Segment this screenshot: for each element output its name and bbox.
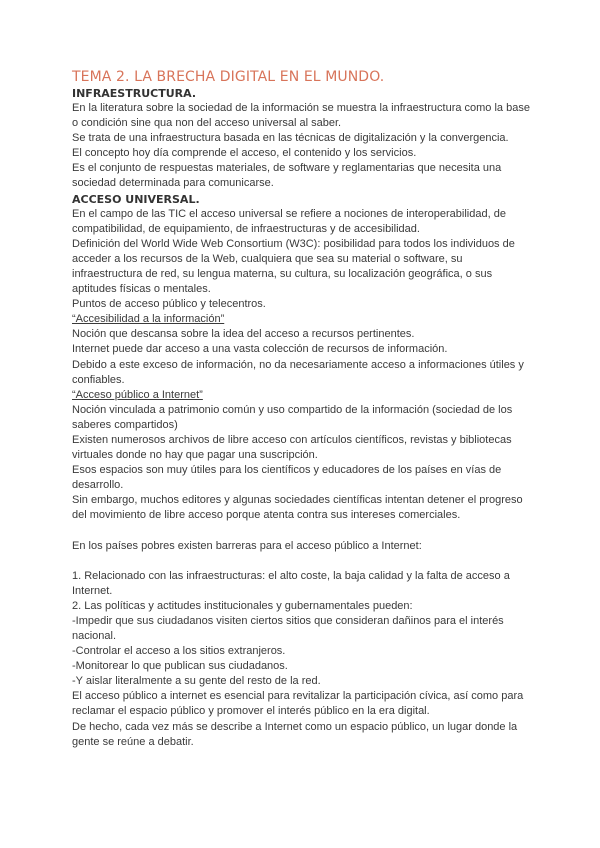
paragraph: -Controlar el acceso a los sitios extranjeros. bbox=[72, 645, 286, 658]
paragraph: Esos espacios son muy útiles para los científicos y educadores de los países en vías de desarrollo. bbox=[72, 464, 502, 492]
paragraph: -Monitorear lo que publican sus ciudadanos. bbox=[72, 660, 288, 673]
paragraph: De hecho, cada vez más se describe a Internet como un espacio público, un lugar donde la gente se reúne a debatir. bbox=[72, 720, 518, 748]
paragraph: 1. Relacionado con las infraestructuras: el alto coste, la baja calidad y la falta de acceso a Internet. bbox=[72, 569, 510, 597]
paragraph: Debido a este exceso de información, no da necesariamente acceso a informaciones útiles y confiables. bbox=[72, 358, 524, 386]
paragraph: El acceso público a internet es esencial para revitalizar la participación cívica, así como para reclamar el espacio público y promover el interés público en la era digital. bbox=[72, 690, 524, 718]
blank-line bbox=[72, 554, 532, 569]
paragraph: Sin embargo, muchos editores y algunas sociedades científicas intentan detener el progreso del movimiento de libre acceso porque atenta contra sus intereses comerciales. bbox=[72, 494, 523, 522]
paragraph: -Y aislar literalmente a su gente del resto de la red. bbox=[72, 675, 321, 688]
paragraph: Noción que descansa sobre la idea del acceso a recursos pertinentes. bbox=[72, 328, 415, 341]
subsection-title: “Accesibilidad a la información” bbox=[72, 313, 225, 326]
paragraph: Se trata de una infraestructura basada en las técnicas de digitalización y la convergencia. bbox=[72, 132, 509, 145]
paragraph: -Impedir que sus ciudadanos visiten ciertos sitios que consideran dañinos para el interés nacional. bbox=[72, 614, 504, 642]
paragraph: El concepto hoy día comprende el acceso, el contenido y los servicios. bbox=[72, 147, 417, 160]
document-page bbox=[72, 68, 532, 750]
paragraph: Puntos de acceso público y telecentros. bbox=[72, 298, 266, 311]
subsection-title: “Acceso público a Internet” bbox=[72, 388, 203, 401]
section-heading: INFRAESTRUCTURA. bbox=[72, 87, 197, 100]
blank-line bbox=[72, 524, 532, 539]
paragraph: En la literatura sobre la sociedad de la información se muestra la infraestructura como la base o condición sine qua non del acceso universal al saber. bbox=[72, 102, 530, 130]
paragraph: Noción vinculada a patrimonio común y uso compartido de la información (sociedad de los saberes compartidos) bbox=[72, 403, 513, 431]
document-body bbox=[72, 86, 532, 750]
page-title: TEMA 2. LA BRECHA DIGITAL EN EL MUNDO. bbox=[72, 69, 385, 85]
paragraph: En los países pobres existen barreras para el acceso público a Internet: bbox=[72, 539, 422, 552]
paragraph: Definición del World Wide Web Consortium (W3C): posibilidad para todos los individuos de acceder a los recursos de la Web, cualquiera que sea su material o software, su infraestructura de red, su lengua materna, su cultura, su localización geográfica, o sus aptitudes físicas o mentales. bbox=[72, 237, 515, 296]
paragraph: Internet puede dar acceso a una vasta colección de recursos de información. bbox=[72, 343, 448, 356]
paragraph: Es el conjunto de respuestas materiales, de software y reglamentarias que necesita una sociedad determinada para comunicarse. bbox=[72, 162, 502, 190]
paragraph: Existen numerosos archivos de libre acceso con artículos científicos, revistas y bibliotecas virtuales donde no hay que pagar una suscripción. bbox=[72, 433, 512, 462]
paragraph: En el campo de las TIC el acceso universal se refiere a nociones de interoperabilidad, de compatibilidad, de equipamiento, de infraestructuras y de accesibilidad. bbox=[72, 207, 506, 235]
section-heading: ACCESO UNIVERSAL. bbox=[72, 192, 200, 206]
paragraph: 2. Las políticas y actitudes institucionales y gubernamentales pueden: bbox=[72, 599, 413, 612]
